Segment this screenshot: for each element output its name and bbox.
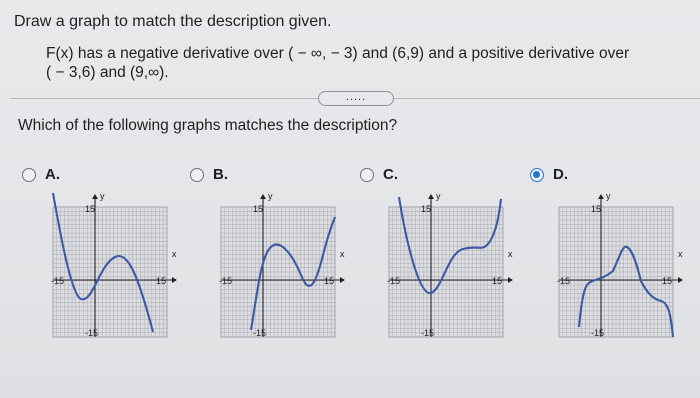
option-a[interactable] [22,166,60,183]
y-axis-label: y [436,191,441,201]
option-d[interactable] [530,166,568,183]
x-axis-label: x [340,249,345,259]
radio-button[interactable] [22,168,36,182]
radio-button[interactable] [190,168,204,182]
graph-svg [217,187,349,342]
y-min-label: -15 [421,328,435,338]
option-label: B. [213,166,228,183]
graph-svg [555,187,687,342]
y-axis-arrow [598,194,604,199]
x-min-label: -15 [51,276,65,286]
graph-c[interactable] [385,187,517,342]
x-min-label: -15 [387,276,401,286]
question-title: Draw a graph to match the description given. [14,13,332,30]
x-max-label: 15 [492,276,503,286]
y-max-label: 15 [591,204,602,214]
x-axis-label: x [508,249,513,259]
y-max-label: 15 [85,204,96,214]
x-max-label: 15 [156,276,167,286]
x-axis-arrow [508,277,513,283]
graph-b[interactable] [217,187,349,342]
x-max-label: 15 [324,276,335,286]
question-prompt: Which of the following graphs matches the description? [18,117,398,134]
y-axis-arrow [260,194,266,199]
option-b[interactable] [190,166,228,183]
y-axis-label: y [268,191,273,201]
x-axis-label: x [172,249,177,259]
y-max-label: 15 [253,204,264,214]
y-max-label: 15 [421,204,432,214]
graph-svg [49,187,181,342]
x-axis-arrow [340,277,345,283]
question-description [46,44,686,82]
description-line-1: F(x) has a negative derivative over ( − ∞, − 3) and (6,9) and a positive derivative over [46,45,630,62]
y-axis-arrow [428,194,434,199]
x-min-label: -15 [557,276,571,286]
x-axis-arrow [172,277,177,283]
graph-a[interactable] [49,187,181,342]
option-label: C. [383,166,398,183]
x-max-label: 15 [662,276,673,286]
graph-d[interactable] [555,187,687,342]
y-min-label: -15 [591,328,605,338]
more-indicator-button[interactable]: ..... [318,91,394,106]
x-axis-arrow [678,277,683,283]
description-line-2: ( − 3,6) and (9,∞). [46,64,169,81]
y-min-label: -15 [253,328,267,338]
radio-button[interactable] [530,168,544,182]
graph-svg [385,187,517,342]
y-axis-label: y [606,191,611,201]
radio-button[interactable] [360,168,374,182]
option-c[interactable] [360,166,398,183]
y-min-label: -15 [85,328,99,338]
option-label: D. [553,166,568,183]
y-axis-label: y [100,191,105,201]
x-axis-label: x [678,249,683,259]
option-label: A. [45,166,60,183]
x-min-label: -15 [219,276,233,286]
y-axis-arrow [92,194,98,199]
